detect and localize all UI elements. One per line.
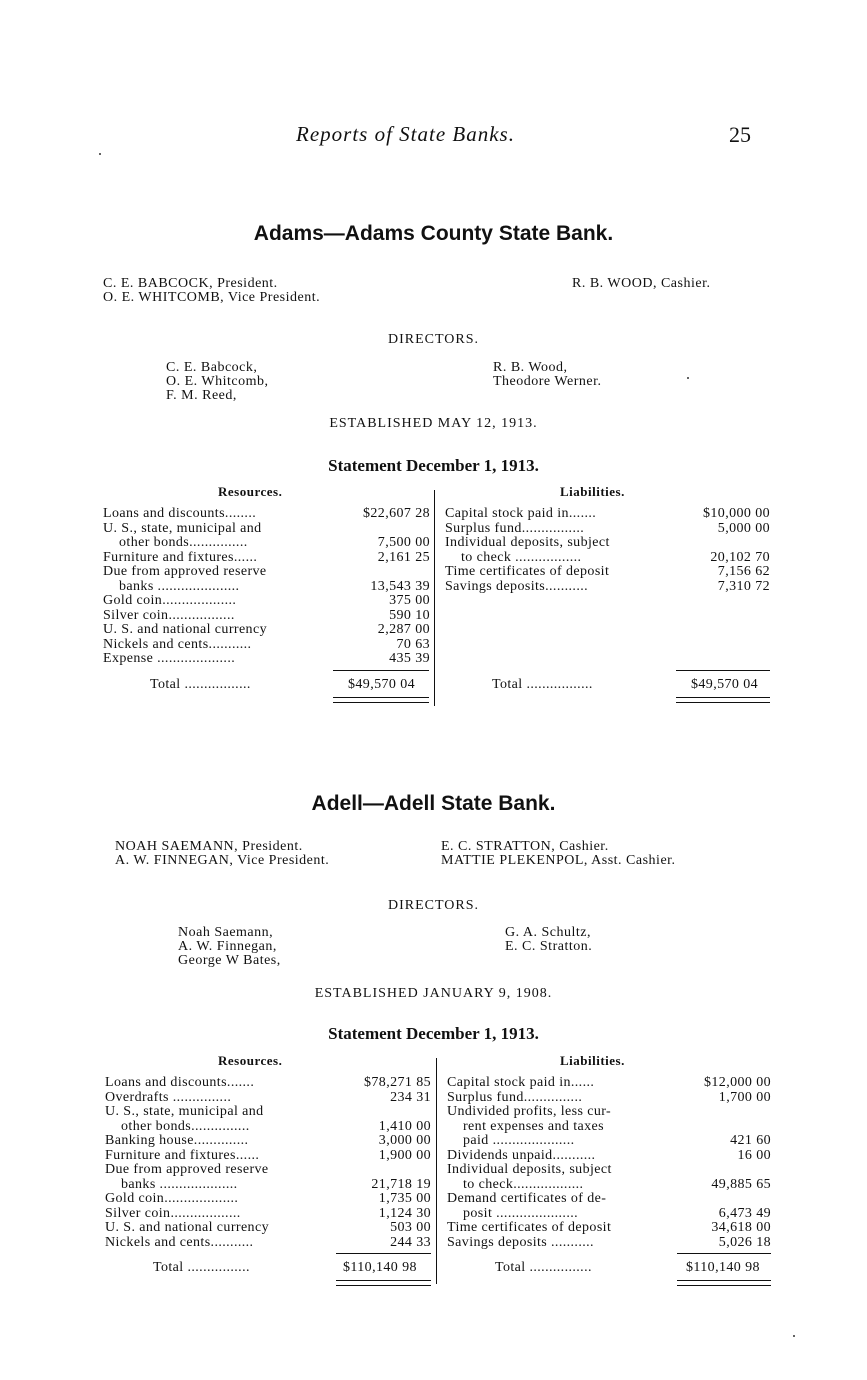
line-item-label: Surplus fund............... [447, 1089, 583, 1105]
line-item-label: Furniture and fixtures...... [105, 1147, 260, 1163]
liability-row [447, 1134, 771, 1149]
line-item-label: to check ................. [461, 549, 582, 565]
line-item-amount: 1,735 00 [378, 1191, 431, 1206]
sum-rule [336, 1253, 431, 1254]
resource-row [105, 1149, 431, 1164]
line-item-label: Overdrafts ............... [105, 1089, 232, 1105]
bank-title: Adams—Adams County State Bank. [253, 222, 614, 245]
resource-row [105, 1221, 431, 1236]
line-item-label: Expense .................... [103, 651, 236, 666]
line-item-label: Time certificates of deposit [445, 564, 610, 579]
line-item-amount: 1,700 00 [718, 1089, 771, 1105]
line-item-label: Surplus fund................ [445, 520, 585, 536]
line-item-label: U. S. and national currency [103, 622, 267, 637]
line-item-amount: 435 39 [389, 651, 430, 666]
line-item-amount: 1,124 30 [378, 1205, 431, 1221]
sum-rule [677, 1253, 771, 1254]
liabilities-heading: Liabilities. [560, 1053, 625, 1068]
line-item-amount: 234 31 [390, 1089, 431, 1105]
line-item-amount: 590 10 [389, 607, 430, 623]
total-label: Total ................. [150, 677, 251, 692]
column-divider [434, 490, 435, 706]
officer-asst-cashier: MATTIE PLEKENPOL, Asst. Cashier. [441, 853, 676, 868]
running-head: Reports of State Banks. [296, 122, 515, 146]
line-item-amount: $22,607 28 [363, 506, 430, 521]
resource-row [103, 623, 430, 638]
officer-president: NOAH SAEMANN, President. [115, 839, 303, 854]
liability-row [447, 1105, 771, 1120]
line-item-amount: 6,473 49 [718, 1205, 771, 1221]
line-item-amount: $12,000 00 [704, 1075, 771, 1090]
line-item-amount: $10,000 00 [703, 506, 770, 521]
director-name: F. M. Reed, [166, 388, 237, 403]
line-item-amount: 49,885 65 [711, 1176, 771, 1192]
liability-row [447, 1192, 771, 1207]
director-name: R. B. Wood, [493, 360, 568, 375]
director-name: G. A. Schultz, [505, 925, 591, 940]
line-item-amount: 7,500 00 [377, 535, 430, 550]
line-item-amount: 503 00 [390, 1220, 431, 1235]
resource-row [103, 609, 430, 624]
total-label: Total ................ [495, 1260, 592, 1275]
scan-speck [793, 1335, 795, 1337]
resource-row [103, 507, 430, 522]
statement-title: Statement December 1, 1913. [328, 1024, 539, 1043]
line-item-label: Nickels and cents........... [105, 1234, 254, 1250]
liability-row [445, 536, 770, 551]
director-name: C. E. Babcock, [166, 360, 258, 375]
director-name: George W Bates, [178, 953, 281, 968]
resource-row [105, 1163, 431, 1178]
liability-row [445, 522, 770, 537]
liabilities-total: $110,140 98 [686, 1260, 760, 1275]
line-item-label: Savings deposits........... [445, 578, 589, 594]
liability-row [447, 1207, 771, 1222]
liability-row [445, 565, 770, 580]
resource-row [103, 652, 430, 667]
line-item-label: Undivided profits, less cur- [447, 1104, 612, 1119]
line-item-label: Loans and discounts........ [103, 506, 257, 521]
directors-heading: DIRECTORS. [387, 332, 480, 347]
line-item-amount: 2,161 25 [377, 549, 430, 565]
officer-vice-president: A. W. FINNEGAN, Vice President. [115, 853, 330, 868]
line-item-amount: 421 60 [730, 1133, 771, 1148]
director-name: Noah Saemann, [178, 925, 274, 940]
resource-row [105, 1236, 431, 1251]
line-item-label: Due from approved reserve [105, 1162, 269, 1177]
scan-speck [687, 377, 689, 379]
liability-row [447, 1163, 771, 1178]
liability-row [445, 551, 770, 566]
resource-row [105, 1207, 431, 1222]
liability-row [447, 1091, 771, 1106]
line-item-amount: 7,310 72 [717, 578, 770, 594]
line-item-label: Gold coin................... [103, 593, 237, 608]
officer-cashier: R. B. WOOD, Cashier. [572, 276, 711, 291]
resources-list [105, 1076, 431, 1250]
line-item-label: Silver coin................. [103, 607, 235, 623]
officer-president: C. E. BABCOCK, President. [103, 276, 278, 291]
resources-heading: Resources. [218, 1053, 283, 1068]
line-item-amount: 2,287 00 [377, 622, 430, 637]
bank-title: Adell—Adell State Bank. [311, 792, 556, 815]
resources-heading: Resources. [218, 484, 283, 499]
director-name: E. C. Stratton. [505, 939, 593, 954]
line-item-amount: 244 33 [390, 1234, 431, 1250]
liability-row [447, 1120, 771, 1135]
line-item-amount: 1,410 00 [378, 1118, 431, 1134]
line-item-label: Loans and discounts....... [105, 1075, 255, 1090]
line-item-label: U. S. and national currency [105, 1220, 269, 1235]
line-item-label: Gold coin................... [105, 1191, 239, 1206]
line-item-label: rent expenses and taxes [463, 1118, 604, 1134]
line-item-amount: 1,900 00 [378, 1147, 431, 1163]
line-item-label: U. S., state, municipal and [105, 1104, 264, 1119]
line-item-label: other bonds............... [121, 1118, 250, 1134]
line-item-label: Nickels and cents........... [103, 636, 252, 652]
resource-row [105, 1120, 431, 1135]
resource-row [105, 1134, 431, 1149]
liability-row [445, 580, 770, 595]
director-name: Theodore Werner. [493, 374, 602, 389]
director-name: A. W. Finnegan, [178, 939, 277, 954]
line-item-amount: 3,000 00 [378, 1133, 431, 1148]
line-item-label: Individual deposits, subject [447, 1162, 612, 1177]
liability-row [445, 507, 770, 522]
total-double-rule [336, 1280, 431, 1286]
sum-rule [333, 670, 429, 671]
resource-row [105, 1105, 431, 1120]
line-item-amount: 5,026 18 [718, 1234, 771, 1250]
line-item-amount: 7,156 62 [717, 564, 770, 579]
liabilities-total: $49,570 04 [691, 677, 758, 692]
line-item-label: Time certificates of deposit [447, 1220, 612, 1235]
sum-rule [676, 670, 770, 671]
line-item-amount: 13,543 39 [370, 578, 430, 594]
resource-row [103, 594, 430, 609]
line-item-amount: 21,718 19 [371, 1176, 431, 1192]
established-date: ESTABLISHED JANUARY 9, 1908. [314, 986, 553, 1001]
line-item-label: Dividends unpaid........... [447, 1147, 596, 1163]
resource-row [105, 1076, 431, 1091]
line-item-label: Banking house.............. [105, 1133, 249, 1148]
line-item-label: Furniture and fixtures...... [103, 549, 258, 565]
line-item-label: posit ..................... [463, 1205, 579, 1221]
resource-row [103, 551, 430, 566]
director-name: O. E. Whitcomb, [166, 374, 269, 389]
resources-list [103, 507, 430, 667]
total-double-rule [333, 697, 429, 703]
line-item-amount: 20,102 70 [710, 549, 770, 565]
line-item-label: Savings deposits ........... [447, 1234, 594, 1250]
liabilities-list [447, 1076, 771, 1250]
line-item-label: U. S., state, municipal and [103, 520, 262, 536]
line-item-label: other bonds............... [119, 535, 248, 550]
resource-row [105, 1091, 431, 1106]
line-item-amount: 375 00 [389, 593, 430, 608]
line-item-label: Demand certificates of de- [447, 1191, 607, 1206]
line-item-label: Capital stock paid in....... [445, 506, 597, 521]
line-item-label: Silver coin.................. [105, 1205, 241, 1221]
line-item-label: Capital stock paid in...... [447, 1075, 595, 1090]
established-date: ESTABLISHED MAY 12, 1913. [329, 416, 538, 431]
liabilities-heading: Liabilities. [560, 484, 625, 499]
line-item-label: banks .................... [121, 1176, 238, 1192]
total-double-rule [676, 697, 770, 703]
resources-total: $49,570 04 [348, 677, 415, 692]
line-item-label: banks ..................... [119, 578, 240, 594]
resource-row [105, 1178, 431, 1193]
total-label: Total ................ [153, 1260, 250, 1275]
resource-row [103, 565, 430, 580]
officer-vice-president: O. E. WHITCOMB, Vice President. [103, 290, 321, 305]
line-item-label: to check.................. [463, 1176, 584, 1192]
resource-row [103, 522, 430, 537]
line-item-label: Individual deposits, subject [445, 535, 610, 550]
resource-row [105, 1192, 431, 1207]
liability-row [447, 1236, 771, 1251]
resource-row [103, 638, 430, 653]
liability-row [447, 1221, 771, 1236]
line-item-amount: 5,000 00 [717, 520, 770, 536]
liabilities-list [445, 507, 770, 594]
page-number: 25 [729, 122, 751, 147]
total-label: Total ................. [492, 677, 593, 692]
liability-row [447, 1076, 771, 1091]
line-item-label: paid ..................... [463, 1133, 575, 1148]
scan-speck [99, 153, 101, 155]
column-divider [436, 1058, 437, 1284]
resources-total: $110,140 98 [343, 1260, 417, 1275]
resource-row [103, 580, 430, 595]
line-item-amount: 16 00 [737, 1147, 771, 1163]
liability-row [447, 1149, 771, 1164]
directors-heading: DIRECTORS. [387, 898, 480, 913]
total-double-rule [677, 1280, 771, 1286]
liability-row [447, 1178, 771, 1193]
resource-row [103, 536, 430, 551]
line-item-amount: 34,618 00 [711, 1220, 771, 1235]
line-item-amount: $78,271 85 [364, 1075, 431, 1090]
officer-cashier: E. C. STRATTON, Cashier. [441, 839, 609, 854]
statement-title: Statement December 1, 1913. [328, 456, 539, 475]
line-item-amount: 70 63 [396, 636, 430, 652]
line-item-label: Due from approved reserve [103, 564, 267, 579]
